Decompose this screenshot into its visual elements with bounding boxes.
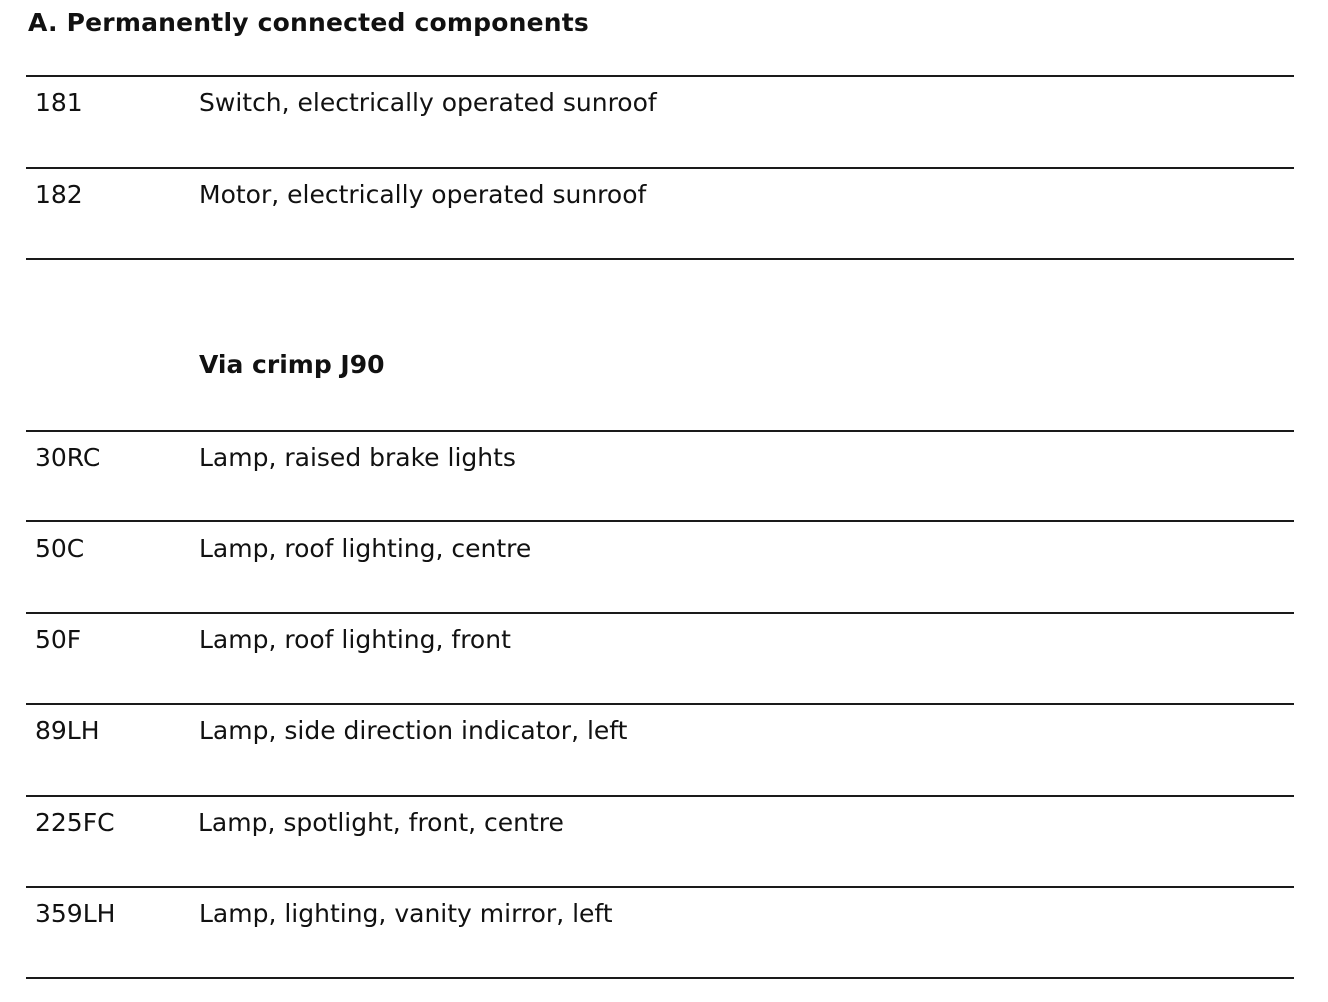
table-row [26, 705, 1294, 795]
component-code: 30RC [35, 443, 101, 472]
table-row [26, 614, 1294, 704]
table-rule [26, 258, 1294, 260]
table-row [26, 523, 1294, 613]
component-description: Lamp, roof lighting, centre [199, 534, 532, 563]
component-code: 182 [35, 180, 83, 209]
table-row [26, 432, 1294, 522]
section-title: A. Permanently connected components [28, 8, 589, 37]
component-description: Lamp, raised brake lights [199, 443, 516, 472]
group-subheading: Via crimp J90 [199, 350, 385, 379]
table-rule [26, 520, 1294, 522]
table-row [26, 888, 1294, 978]
component-description: Lamp, lighting, vanity mirror, left [199, 899, 613, 928]
component-code: 359LH [35, 899, 116, 928]
component-description: Lamp, roof lighting, front [199, 625, 511, 654]
component-code: 50C [35, 534, 85, 563]
table-row [26, 797, 1294, 887]
component-description: Lamp, side direction indicator, left [199, 716, 628, 745]
component-code: 225FC [35, 808, 115, 837]
component-description: Switch, electrically operated sunroof [199, 88, 657, 117]
component-code: 181 [35, 88, 83, 117]
component-description: Motor, electrically operated sunroof [199, 180, 647, 209]
table-row [26, 169, 1294, 259]
table-rule [26, 977, 1294, 979]
component-code: 89LH [35, 716, 100, 745]
component-code: 50F [35, 625, 82, 654]
table-row [26, 77, 1294, 167]
component-description: Lamp, spotlight, front, centre [198, 808, 564, 837]
